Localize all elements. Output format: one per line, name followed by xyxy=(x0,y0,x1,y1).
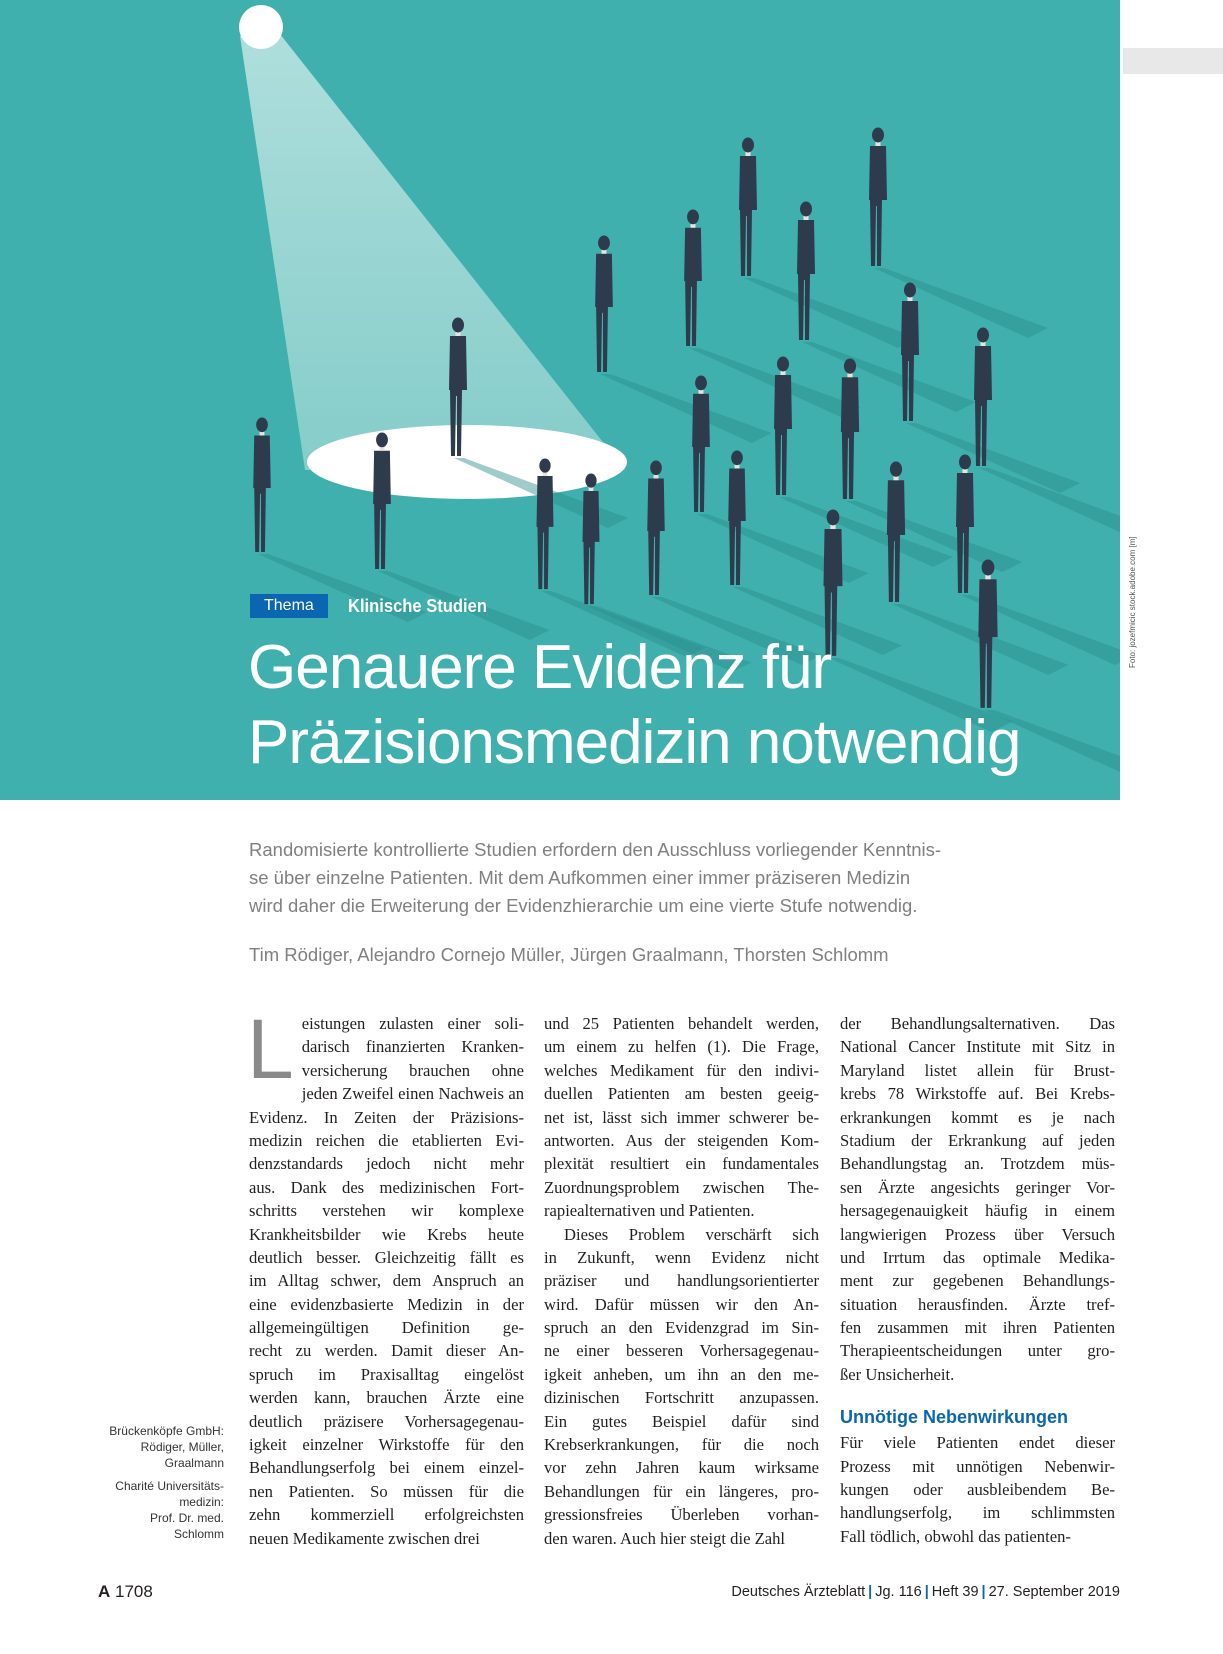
title-line: Präzisionsmedizin notwendig xyxy=(248,708,1021,777)
affiliation-line: Schlomm xyxy=(173,1527,224,1541)
text-line: denzstandards jedoch nicht mehr xyxy=(249,1154,524,1174)
text-line: rapiealternativen und Patienten. xyxy=(544,1201,755,1221)
text-line: duellen Patienten am besten geeig- xyxy=(544,1084,819,1104)
text-line: igkeit einzelner Wirkstoffe für den xyxy=(249,1435,524,1455)
paragraph xyxy=(840,1431,1115,1548)
drop-cap: L xyxy=(247,1002,294,1096)
text-line: fen zusammen mit ihren Patienten xyxy=(840,1318,1115,1338)
page-prefix: A xyxy=(98,1582,111,1601)
person-figure xyxy=(887,461,905,601)
text-line: Stadium der Erkrankung auf jeden xyxy=(840,1130,1115,1150)
text-line: medizin reichen die etablierten Evi- xyxy=(249,1130,524,1150)
journal-name: Deutsches Ärzteblatt xyxy=(731,1584,866,1600)
text-line: net ist, lässt sich immer schwerer be- xyxy=(544,1107,819,1127)
affiliation-line: Graalmann xyxy=(164,1456,224,1470)
journal-footer: Deutsches Ärzteblatt | Jg. 116 | Heft 39 | 27. September 2019 xyxy=(731,1584,1120,1600)
text-line: gressionsfreies Überleben vorhan- xyxy=(544,1505,819,1525)
text-line: Evidenz. In Zeiten der Präzisions- xyxy=(249,1107,524,1127)
person-figure xyxy=(956,455,974,594)
lead-line: wird daher die Erweiterung der Evidenzhierarchie um eine vierte Stufe notwendig. xyxy=(249,895,918,916)
text-line: Für viele Patienten endet dieser xyxy=(840,1433,1115,1453)
text-line: eistungen zulasten einer soli- xyxy=(301,1014,524,1033)
text-line: allgemeingültigen Definition ge- xyxy=(249,1318,524,1338)
person-figure xyxy=(774,357,792,496)
text-line: Behandlungserfolg bei einem einzel- xyxy=(249,1458,524,1478)
affiliation-line: medizin: xyxy=(179,1495,224,1509)
figure-shadow xyxy=(600,374,772,443)
affiliation-line: Charité Universitäts- xyxy=(115,1479,224,1493)
person-figure xyxy=(583,474,600,605)
text-line: werden kann, brauchen Ärzte eine xyxy=(249,1388,524,1408)
text-line: darisch finanzierten Kranken- xyxy=(301,1037,524,1057)
text-line: den waren. Auch hier steigt die Zahl xyxy=(544,1528,785,1548)
article-title xyxy=(248,630,1021,780)
person-figure xyxy=(901,283,919,422)
text-line: vor zehn Jahren kaum wirksame xyxy=(544,1458,819,1478)
person-figure xyxy=(373,433,391,570)
lead-line: Randomisierte kontrollierte Studien erfordern den Ausschluss vorliegender Kenntnis- xyxy=(249,839,942,860)
text-line: aus. Dank des medizinischen Fort- xyxy=(249,1177,524,1197)
text-line: plexität resultiert ein fundamentales xyxy=(544,1154,819,1174)
person-figure xyxy=(728,451,745,586)
paragraph xyxy=(840,1012,1115,1386)
page-number-value: 1708 xyxy=(115,1582,153,1601)
text-line: der Behandlungsalternativen. Das xyxy=(840,1014,1115,1033)
journal-date: 27. September 2019 xyxy=(988,1584,1120,1600)
text-line: und 25 Patienten behandelt werden, xyxy=(544,1014,819,1033)
text-line: ne einer besseren Vorhersagegenau- xyxy=(544,1341,819,1361)
spotlight-lamp xyxy=(239,5,283,49)
text-line: hersagegenauigkeit häufig in einem xyxy=(840,1201,1115,1221)
person-figure xyxy=(647,461,664,596)
text-line: versicherung brauchen ohne xyxy=(301,1060,524,1080)
affiliation-brueckenkoepfe xyxy=(96,1423,224,1471)
text-line: ßer Unsicherheit. xyxy=(840,1364,955,1384)
spotlight-beam xyxy=(240,24,625,470)
text-line: jeden Zweifel einen Nachweis an xyxy=(301,1084,524,1104)
title-line: Genauere Evidenz für xyxy=(248,633,832,702)
paragraph xyxy=(544,1012,819,1223)
text-line: welches Medikament für den indivi- xyxy=(544,1060,819,1080)
text-line: um einem zu helfen (1). Die Frage, xyxy=(544,1037,819,1057)
person-figure xyxy=(253,418,270,553)
text-line: Prozess mit unnötigen Nebenwir- xyxy=(840,1456,1115,1476)
text-line: langwierigen Prozess über Versuch xyxy=(840,1224,1115,1244)
text-line: antworten. Aus der steigenden Kom- xyxy=(544,1130,819,1150)
text-line: eine evidenzbasierte Medizin in der xyxy=(249,1294,524,1314)
text-line: zehn kommerziell erfolgreichsten xyxy=(249,1505,524,1525)
affiliation-line: Prof. Dr. med. xyxy=(149,1511,224,1525)
lead-line: se über einzelne Patienten. Mit dem Aufkommen einer immer präziseren Medizin xyxy=(249,867,911,888)
text-line: in Zukunft, wenn Evidenz nicht xyxy=(544,1247,819,1267)
text-line: schritts verstehen wir komplexe xyxy=(249,1201,524,1221)
text-line: deutlich präzisere Vorhersagegenau- xyxy=(249,1411,524,1431)
text-line: Krankheitsbilder wie Krebs heute xyxy=(249,1224,524,1244)
journal-volume: Jg. 116 xyxy=(875,1584,922,1600)
text-line: handlungserfolg, im schlimmsten xyxy=(840,1503,1115,1523)
text-line: Behandlungen für ein längeres, pro- xyxy=(544,1481,819,1501)
text-line: dizinischen Fortschritt anzupassen. xyxy=(544,1388,819,1408)
text-line: Ein gutes Beispiel dafür sind xyxy=(544,1411,819,1431)
category-label: Klinische Studien xyxy=(348,596,487,616)
paragraph xyxy=(544,1223,819,1550)
text-line: Behandlungstag an. Trotzdem müs- xyxy=(840,1154,1115,1174)
text-line: neuen Medikamente zwischen drei xyxy=(249,1528,480,1548)
person-figure xyxy=(869,128,887,267)
journal-issue: Heft 39 xyxy=(931,1584,979,1600)
figure-shadow xyxy=(874,268,1048,338)
text-line: erkrankungen kommt es je nach xyxy=(840,1107,1115,1127)
article-lead xyxy=(249,836,1009,920)
text-line: recht zu werden. Damit dieser An- xyxy=(249,1341,524,1361)
figure-shadow xyxy=(906,423,1080,493)
affiliation-line: Rödiger, Müller, xyxy=(140,1440,224,1454)
section-heading: Unnötige Nebenwirkungen xyxy=(840,1407,1069,1428)
text-line: Therapieentscheidungen unter gro- xyxy=(840,1341,1115,1361)
person-figure xyxy=(684,210,702,347)
text-line: wird. Dafür müssen wir den An- xyxy=(544,1294,819,1314)
text-column-1 xyxy=(247,1002,524,1550)
photo-credit: Foto: jozefmicic stock.adobe.com [m] xyxy=(1128,536,1137,668)
text-column-3 xyxy=(840,1012,1115,1548)
text-line: Zuordnungsproblem zwischen The- xyxy=(544,1177,819,1197)
text-line: Maryland listet allein für Brust- xyxy=(840,1060,1115,1080)
text-line: igkeit anheben, um ihn an den me- xyxy=(544,1364,819,1384)
affiliation-charite xyxy=(96,1478,224,1542)
person-figure xyxy=(537,459,554,590)
text-line: National Cancer Institute mit Sitz in xyxy=(840,1037,1115,1057)
page-number xyxy=(98,1582,153,1602)
text-line: ment zur gegebenen Behandlungs- xyxy=(840,1271,1115,1291)
text-line: präziser und handlungsorientierter xyxy=(544,1271,819,1291)
text-line: deutlich besser. Gleichzeitig fällt es xyxy=(249,1247,524,1267)
page-edge-tab xyxy=(1123,48,1223,74)
text-line: und Irrtum das optimale Medika- xyxy=(840,1247,1115,1267)
text-line: situation herausfinden. Ärzte tref- xyxy=(840,1294,1115,1314)
text-line: Fall tödlich, obwohl das patienten- xyxy=(840,1526,1071,1546)
person-figure xyxy=(974,328,992,467)
person-figure xyxy=(739,138,757,277)
figure-shadow xyxy=(744,278,918,348)
text-line: kungen oder ausbleibendem Be- xyxy=(840,1480,1115,1500)
text-line: spruch an den Evidenzgrad im Sin- xyxy=(544,1318,819,1338)
person-figure xyxy=(692,376,710,513)
text-line: spruch im Praxisalltag eingelöst xyxy=(249,1364,524,1384)
author-list: Tim Rödiger, Alejandro Cornejo Müller, Jürgen Graalmann, Thorsten Schlomm xyxy=(249,944,889,965)
person-figure xyxy=(797,202,815,341)
person-figure xyxy=(595,236,613,373)
text-line: Dieses Problem verschärft sich xyxy=(564,1224,819,1244)
text-line: krebs 78 Wirkstoffe auf. Bei Krebs- xyxy=(840,1084,1115,1104)
text-column-2 xyxy=(544,1012,819,1550)
text-line: nen Patienten. So müssen für die xyxy=(249,1481,524,1501)
text-line: sen Ärzte angesichts geringer Vor- xyxy=(840,1177,1115,1197)
text-line: im Alltag schwer, dem Anspruch an xyxy=(249,1271,524,1291)
person-figure xyxy=(841,358,859,498)
paragraph xyxy=(247,1002,524,1550)
text-line: Krebserkrankungen, für die noch xyxy=(544,1435,819,1455)
thema-badge: Thema xyxy=(250,594,328,618)
affiliation-line: Brückenköpfe GmbH: xyxy=(109,1424,224,1438)
